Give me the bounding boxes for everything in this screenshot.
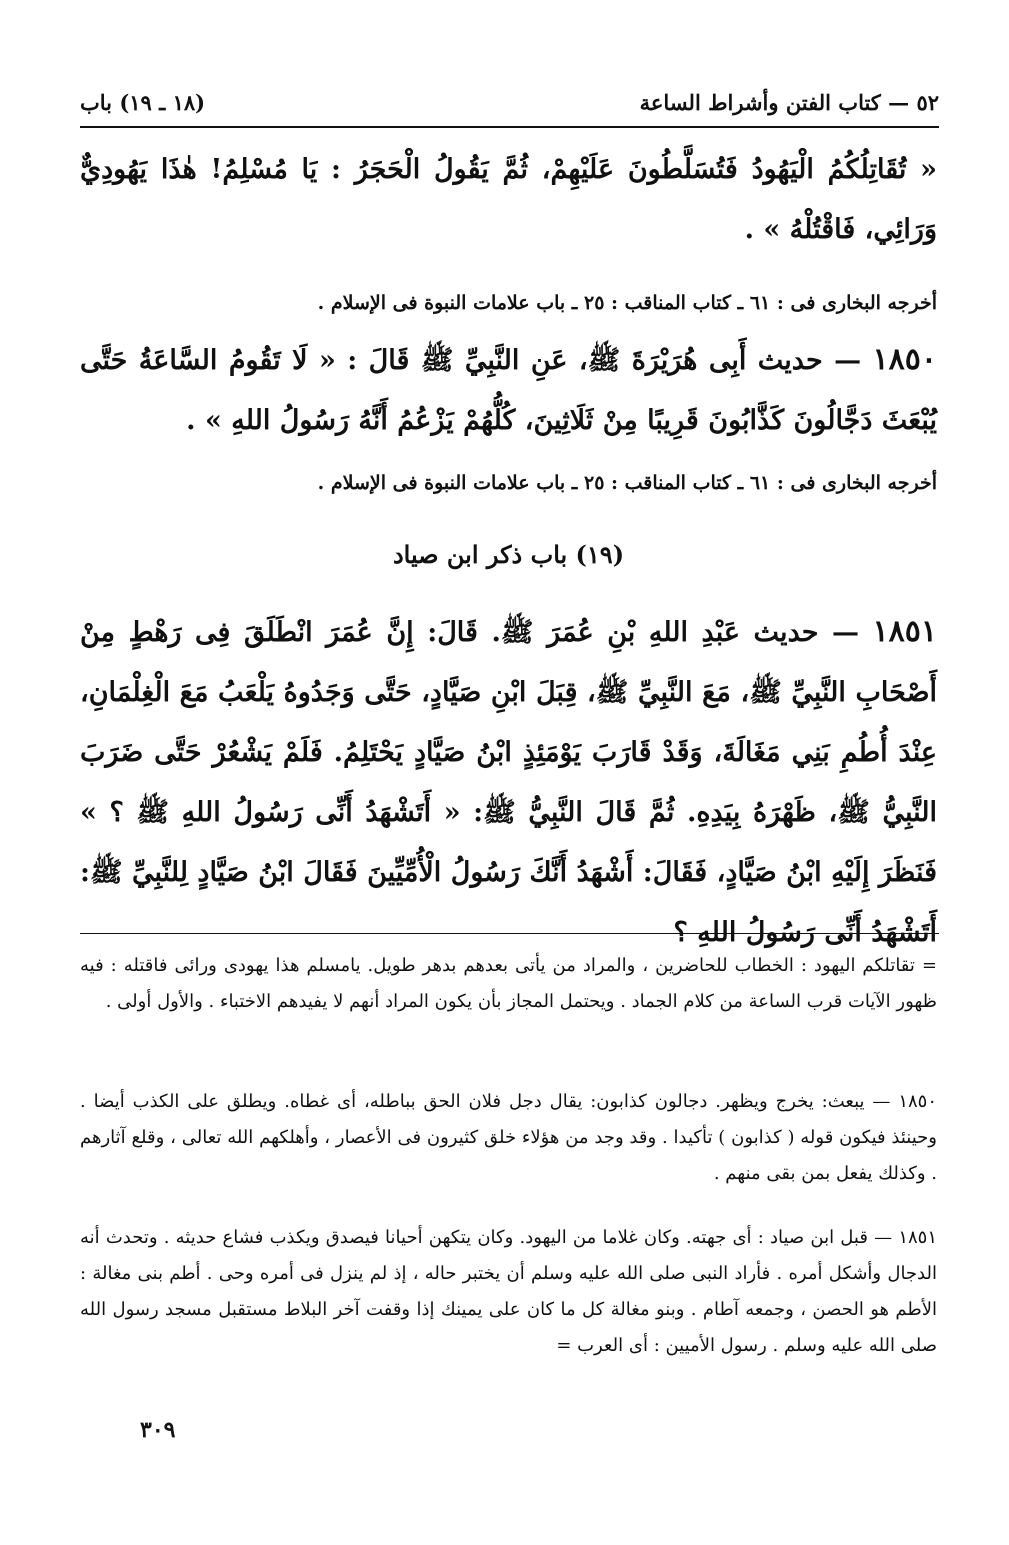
hadith-1851 <box>80 602 937 963</box>
footnote <box>80 1084 937 1192</box>
footnote-divider <box>80 933 939 934</box>
footnote-text: = تقاتلكم اليهود : الخطاب للحاضرين ، والمراد من يأتى بعدهم بدهر طويل. يامسلم هذا يهودى ورائى فاقتله : فيه ظهور الآيات قرب الساعة من كلام الجماد . ويحتمل المجاز بأن يكون المراد أنهم لا يفيدهم الاختباء . والأول أولى . <box>80 955 937 1012</box>
running-header <box>80 80 939 124</box>
source-reference <box>80 290 937 316</box>
hadith-1850 <box>80 330 937 451</box>
hadith-text: — حديث عَبْدِ اللهِ بْنِ عُمَرَ ﷺ. قَالَ: إِنَّ عُمَرَ انْطَلَقَ فِى رَهْطٍ مِنْ أَصْحَابِ النَّبِيِّ ﷺ، مَعَ النَّبِيِّ ﷺ، قِبَلَ ابْنِ صَيَّادٍ، حَتَّى وَجَدُوهُ يَلْعَبُ مَعَ الْغِلْمَانِ، عِنْدَ أُطُمِ بَنِي مَغَالَةَ، وَقَدْ قَارَبَ يَوْمَئِذٍ ابْنُ صَيَّادٍ يَحْتَلِمُ. فَلَمْ يَشْعُرْ حَتَّى ضَرَبَ النَّبِيُّ ﷺ، ظَهْرَهُ بِيَدِهِ. ثُمَّ قَالَ النَّبِيُّ ﷺ: « أَتَشْهَدُ أَنِّى رَسُولُ اللهِ ﷺ ؟ » فَنَظَرَ إِلَيْهِ ابْنُ صَيَّادٍ، فَقَالَ: أَشْهَدُ أَنَّكَ رَسُولُ الْأُمِّيِّينَ فَقَالَ ابْنُ صَيَّادٍ لِلنَّبِيِّ ﷺ: أَتَشْهَدُ أَنِّى رَسُولُ اللهِ ؟ <box>80 617 937 948</box>
footnote-text: ١٨٥١ — قبل ابن صياد : أى جهته. وكان غلاما من اليهود. وكان يتكهن أحيانا فيصدق ويكذب فشاع حديثه . وتحدث أنه الدجال وأشكل أمره . فأراد النبى صلى الله عليه وسلم أن يختبر حاله ، إذ لم ينزل فى أمره وحى . أطم بنى مغالة : الأطم هو الحصن ، وجمعه آطام . وبنو مغالة كل ما كان على يمينك إذا وقفت آخر البلاط مستقبل مسجد رسول الله صلى الله عليه وسلم . رسول الأميين : أى العرب = <box>80 1227 937 1356</box>
page-number: ٣٠٩ <box>140 1417 176 1443</box>
hadith-text: — حديث أَبِى هُرَيْرَةَ ﷺ، عَنِ النَّبِيِّ ﷺ قَالَ : « لَا تَقُومُ السَّاعَةُ حَتَّى يُبْعَثَ دَجَّالُونَ كَذَّابُونَ قَرِيبًا مِنْ ثَلَاثِينَ، كُلُّهُمْ يَزْعُمُ أَنَّهُ رَسُولُ اللهِ » . <box>80 345 937 436</box>
hadith-number: ١٨٥٠ <box>872 342 937 377</box>
hadith-continuation-text: « تُقَاتِلُكُمُ الْيَهُودُ فَتُسَلَّطُونَ عَلَيْهِمْ، ثُمَّ يَقُولُ الْحَجَرُ : يَا مُسْلِمُ! هٰذَا يَهُودِيٌّ وَرَائِي، فَاقْتُلْهُ » . <box>80 154 937 245</box>
footnote-text: ١٨٥٠ — يبعث: يخرج ويظهر. دجالون كذابون: يقال دجل فلان الحق بباطله، أى غطاه. ويطلق على الكذب أيضا . وحينئذ فيكون قوله ( كذابون ) تأكيدا . وقد وجد من هؤلاء خلق كثيرون فى الأعصار ، وأهلكهم الله تعالى ، وقلع آثارهم . وكذلك يفعل بمن بقى منهم . <box>80 1091 937 1184</box>
hadith-number: ١٨٥١ <box>872 614 937 649</box>
header-book-title: ٥٢ — كتاب الفتن وأشراط الساعة <box>639 89 939 115</box>
footnote <box>80 1220 937 1364</box>
chapter-title: (١٩) باب ذكر ابن صياد <box>392 540 625 569</box>
header-chapter-range: (١٨ ـ ١٩) باب <box>80 89 206 115</box>
header-rule <box>80 126 939 128</box>
source-reference <box>80 470 937 496</box>
hadith-continuation <box>80 140 937 260</box>
source-reference-text: أخرجه البخارى فى : ٦١ ـ كتاب المناقب : ٢٥ ـ باب علامات النبوة فى الإسلام . <box>317 472 937 494</box>
footnote <box>80 948 937 1020</box>
source-reference-text: أخرجه البخارى فى : ٦١ ـ كتاب المناقب : ٢٥ ـ باب علامات النبوة فى الإسلام . <box>317 292 937 314</box>
